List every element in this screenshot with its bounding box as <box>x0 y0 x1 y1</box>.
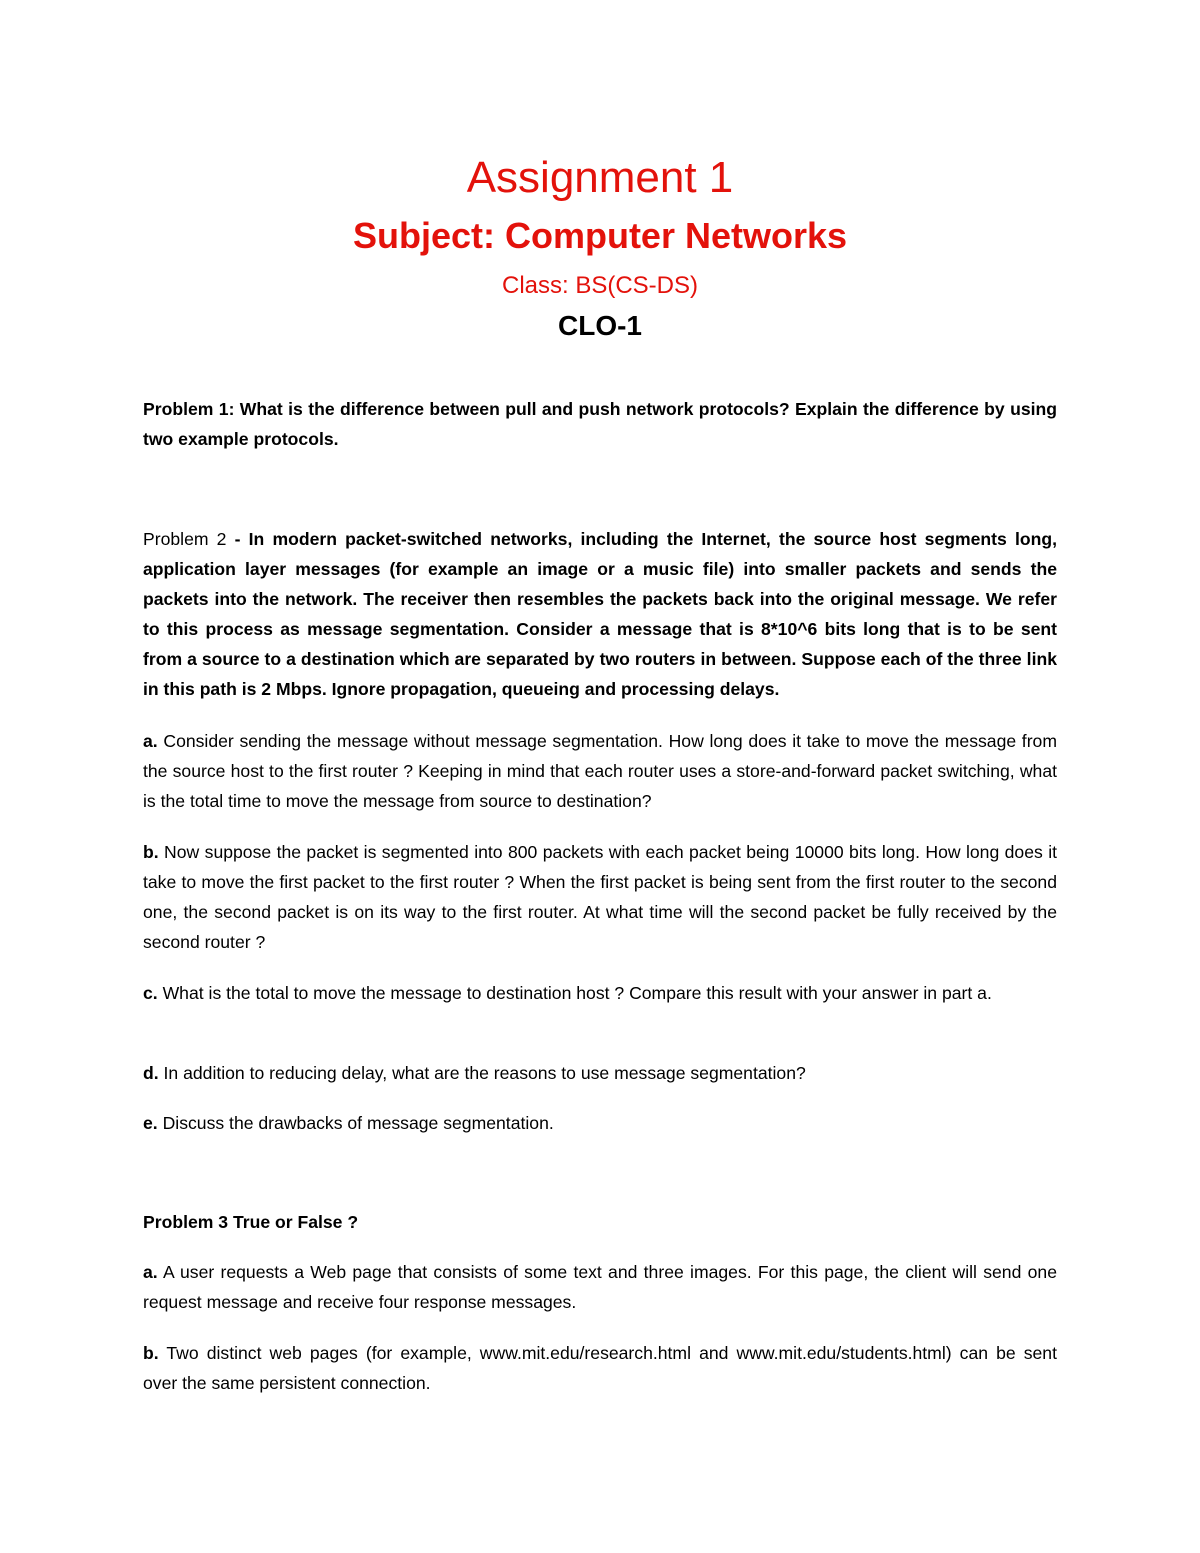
part-marker: b. <box>143 842 159 862</box>
problem-1 <box>143 394 1057 454</box>
part-text: Now suppose the packet is segmented into 800 packets with each packet being 10000 bits long. How long does it take to move the first packet to the first router ? When the first packet is being sent from the first router to the second one, the second packet is on its way to the first router. At what time will the second packet be fully received by the second router ? <box>143 842 1057 952</box>
problem-3-part-a <box>143 1257 1057 1317</box>
part-text: Consider sending the message without message segmentation. How long does it take to move the message from the source host to the first router ? Keeping in mind that each router uses a store-and-forward packet switching, what is the total time to move the message from source to destination? <box>143 731 1057 811</box>
problem-1-text: What is the difference between pull and push network protocols? Explain the difference by using two example protocols. <box>143 399 1057 449</box>
part-marker: c. <box>143 983 158 1003</box>
problem-2-text: In modern packet-switched networks, including the Internet, the source host segments long, application layer messages (for example an image or a music file) into smaller packets and sends the packets into the network. The receiver then resembles the packets back into the original message. We refer to this process as message segmentation. Consider a message that is 8*10^6 bits long that is to be sent from a source to a destination which are separated by two routers in between. Suppose each of the three link in this path is 2 Mbps. Ignore propagation, queueing and processing delays. <box>143 529 1058 699</box>
part-marker: e. <box>143 1113 158 1133</box>
part-marker: a. <box>143 731 158 751</box>
problem-3-part-b <box>143 1338 1057 1398</box>
subject-heading: Subject: Computer Networks <box>352 215 848 256</box>
part-text: What is the total to move the message to destination host ? Compare this result with your answer in part a. <box>162 983 992 1003</box>
problem-2-part-b <box>143 837 1057 957</box>
part-text: In addition to reducing delay, what are the reasons to use message segmentation? <box>163 1063 806 1083</box>
problem-2-label: Problem 2 <box>143 529 227 549</box>
problem-2-part-d <box>143 1058 1057 1088</box>
problem-3-heading-text: Problem 3 True or False ? <box>143 1212 359 1232</box>
class-line: Class: BS(CS-DS) <box>501 272 699 299</box>
assignment-title: Assignment 1 <box>466 153 734 202</box>
problem-2-part-e <box>143 1108 1057 1138</box>
part-text: A user requests a Web page that consists of some text and three images. For this page, the client will send one request message and receive four response messages. <box>143 1262 1057 1312</box>
problem-2-part-c <box>143 978 1057 1008</box>
problem-2-separator: - <box>226 529 249 549</box>
clo-label: CLO-1 <box>558 310 642 341</box>
part-marker: d. <box>143 1063 159 1083</box>
part-text: Discuss the drawbacks of message segmentation. <box>162 1113 554 1133</box>
part-text: Two distinct web pages (for example, www.mit.edu/research.html and www.mit.edu/students.html) can be sent over the same persistent connection. <box>143 1343 1057 1393</box>
problem-1-label: Problem 1 <box>143 399 229 419</box>
problem-2 <box>143 524 1057 704</box>
part-marker: a. <box>143 1262 158 1282</box>
part-marker: b. <box>143 1343 159 1363</box>
problem-3-heading <box>143 1207 1057 1237</box>
problem-2-part-a <box>143 726 1057 816</box>
problem-1-separator: : <box>228 399 240 419</box>
